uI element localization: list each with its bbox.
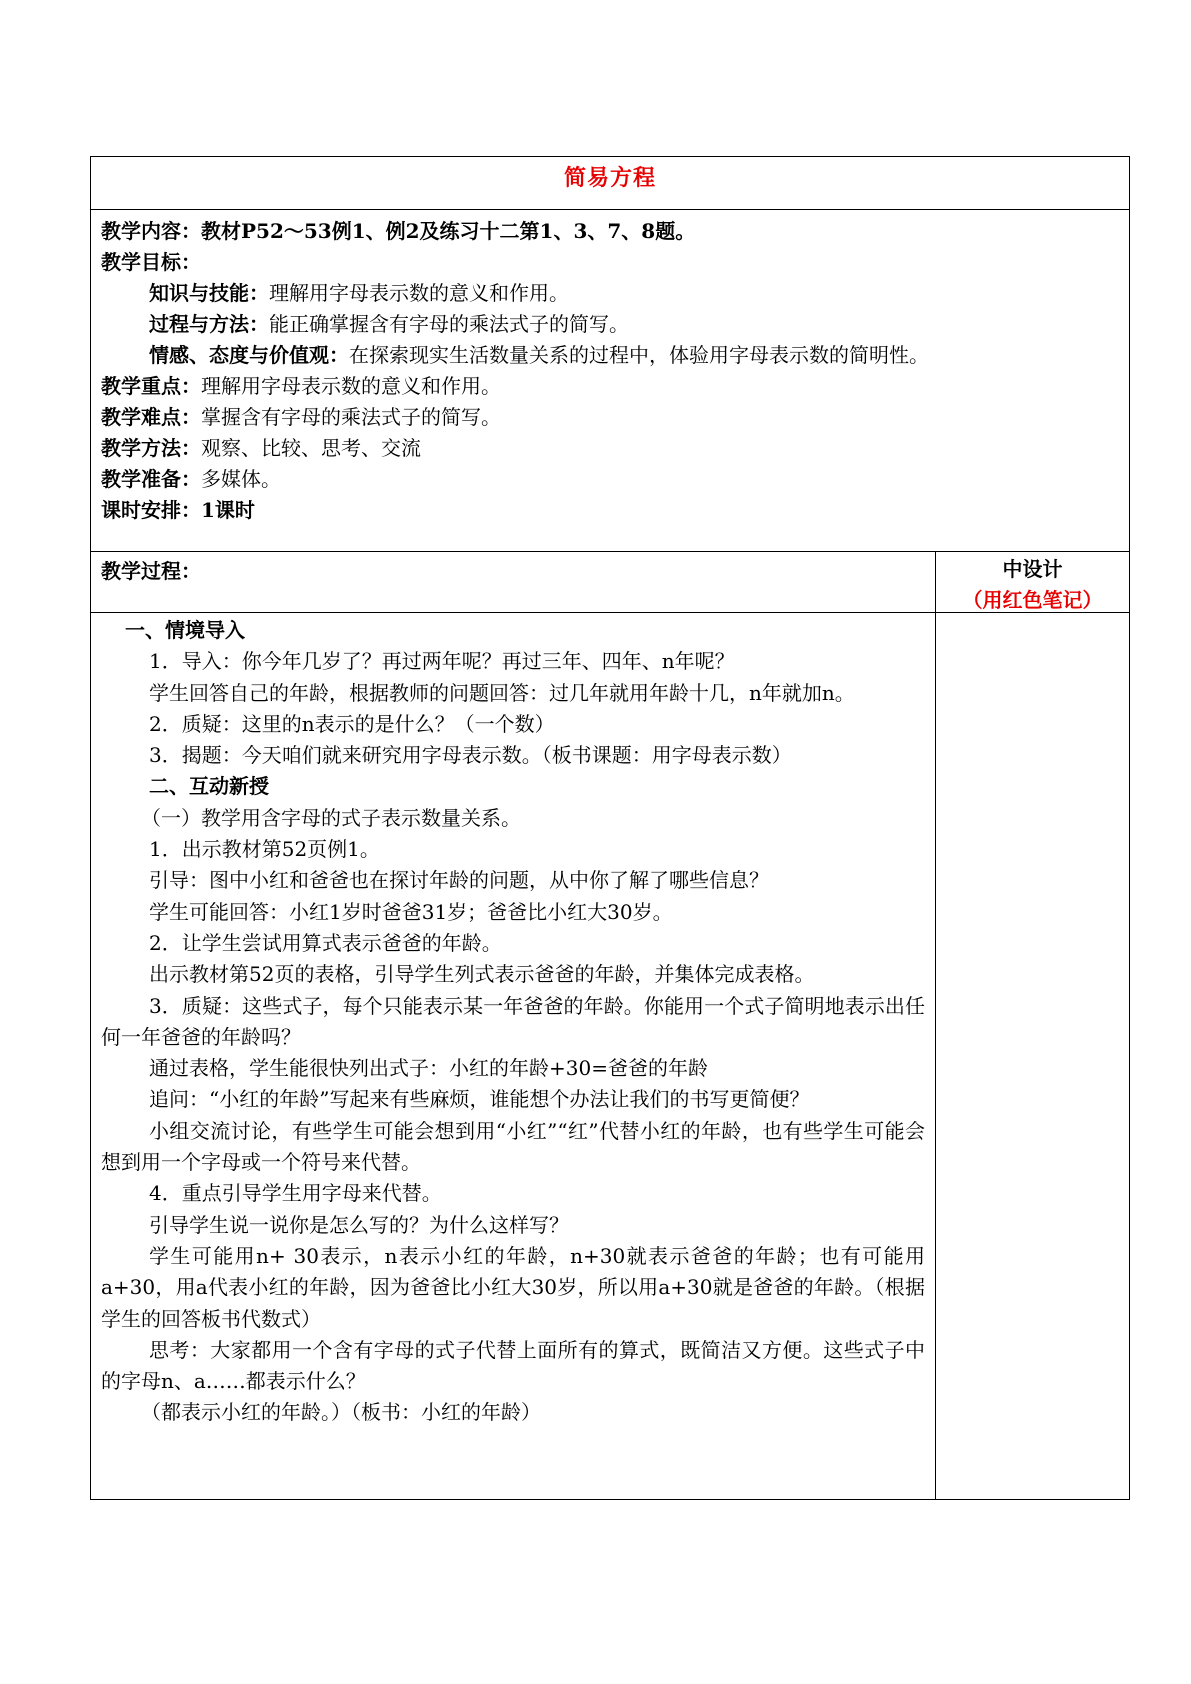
section-heading: 二、互动新授 (149, 774, 269, 799)
key-line (101, 371, 1119, 402)
key-label: 教学重点： (101, 374, 201, 398)
paragraph: 通过表格，学生能很快列出式子：小红的年龄+30=爸爸的年龄 (149, 1056, 708, 1081)
goal1-value: 理解用字母表示数的意义和作用。 (269, 281, 569, 305)
method-line (101, 433, 1119, 464)
paragraph: 4．重点引导学生用字母来代替。 (149, 1181, 442, 1206)
paragraph: 2．质疑：这里的n表示的是什么？（一个数） (149, 711, 555, 736)
schedule-line (101, 495, 1119, 526)
goal3-line (101, 340, 1119, 371)
paragraph: 2．让学生尝试用算式表示爸爸的年龄。 (149, 930, 502, 955)
schedule-label: 课时安排： (101, 498, 201, 522)
prep-line (101, 464, 1119, 495)
paragraph: 小组交流讨论，有些学生可能会想到用“小红”“红”代替小红的年龄，也有些学生可能会想到用一个字母或一个符号来代替。 (101, 1118, 925, 1175)
content-value: 教材P52～53例1、例2及练习十二第1、3、7、8题。 (201, 219, 696, 243)
difficulty-value: 掌握含有字母的乘法式子的简写。 (201, 405, 501, 429)
goal3-label: 情感、态度与价值观： (149, 343, 349, 367)
title-row (91, 157, 1129, 210)
process-content (91, 613, 936, 1499)
paragraph: 3．质疑：这些式子，每个只能表示某一年爸爸的年龄。你能用一个式子简明地表示出任何一年爸爸的年龄吗？ (101, 993, 925, 1049)
paragraph: 学生回答自己的年龄，根据教师的问题回答：过几年就用年龄十几，n年就加n。 (149, 680, 855, 705)
process-label: 教学过程： (101, 559, 201, 583)
goal2-line (101, 309, 1119, 340)
paragraph: 1．导入：你今年几岁了？再过两年呢？再过三年、四年、n年呢？ (149, 649, 735, 674)
goal2-value: 能正确掌握含有字母的乘法式子的简写。 (269, 312, 629, 336)
difficulty-line (101, 402, 1119, 433)
design-notes-column (936, 613, 1129, 1499)
goal2-label: 过程与方法： (149, 312, 269, 336)
side-note-label: （用红色笔记） (962, 588, 1103, 612)
paragraph: 1．出示教材第52页例1。 (149, 837, 380, 862)
paragraph: 出示教材第52页的表格，引导学生列式表示爸爸的年龄，并集体完成表格。 (149, 962, 815, 987)
paragraph: 学生可能回答：小红1岁时爸爸31岁；爸爸比小红大30岁。 (149, 899, 673, 924)
method-label: 教学方法： (101, 436, 201, 460)
goals-label: 教学目标： (101, 250, 201, 274)
goal3-value: 在探索现实生活数量关系的过程中，体验用字母表示数的简明性。 (349, 343, 929, 367)
method-value: 观察、比较、思考、交流 (201, 436, 421, 460)
paragraph: 引导学生说一说你是怎么写的？为什么这样写？ (149, 1212, 569, 1237)
side-design-label: 中设计 (1002, 557, 1063, 581)
paragraph: （都表示小红的年龄。）（板书：小红的年龄） (141, 1400, 541, 1425)
lesson-info (91, 210, 1129, 552)
process-header-side (936, 552, 1129, 612)
content-line (101, 216, 1119, 247)
paragraph: 3．揭题：今天咱们就来研究用字母表示数。（板书课题：用字母表示数） (149, 743, 792, 768)
paragraph: （一）教学用含字母的式子表示数量关系。 (141, 805, 521, 830)
goals-line (101, 247, 1119, 278)
paragraph: 追问：“小红的年龄”写起来有些麻烦，谁能想个办法让我们的书写更简便？ (149, 1087, 810, 1112)
key-value: 理解用字母表示数的意义和作用。 (201, 374, 501, 398)
prep-label: 教学准备： (101, 467, 201, 491)
lesson-plan-table (90, 156, 1130, 1500)
process-body-row (91, 613, 1129, 1499)
section-heading: 一、情境导入 (125, 618, 245, 642)
schedule-value: 1课时 (201, 498, 255, 522)
prep-value: 多媒体。 (201, 467, 281, 491)
difficulty-label: 教学难点： (101, 405, 201, 429)
goal1-label: 知识与技能： (149, 281, 269, 305)
paragraph: 引导：图中小红和爸爸也在探讨年龄的问题，从中你了解了哪些信息？ (149, 868, 769, 893)
process-header-row (91, 552, 1129, 613)
process-header-main (91, 552, 936, 612)
goal1-line (101, 278, 1119, 309)
paragraph: 思考：大家都用一个含有字母的式子代替上面所有的算式，既简洁又方便。这些式子中的字母n、a……都表示什么？ (101, 1337, 925, 1394)
page-title: 简易方程 (563, 165, 656, 191)
paragraph: 学生可能用n+ 30表示，n表示小红的年龄，n+30就表示爸爸的年龄；也有可能用a+30，用a代表小红的年龄，因为爸爸比小红大30岁，所以用a+30就是爸爸的年龄。（根据学生的回答板书代数式） (101, 1243, 925, 1331)
content-label: 教学内容： (101, 219, 201, 243)
